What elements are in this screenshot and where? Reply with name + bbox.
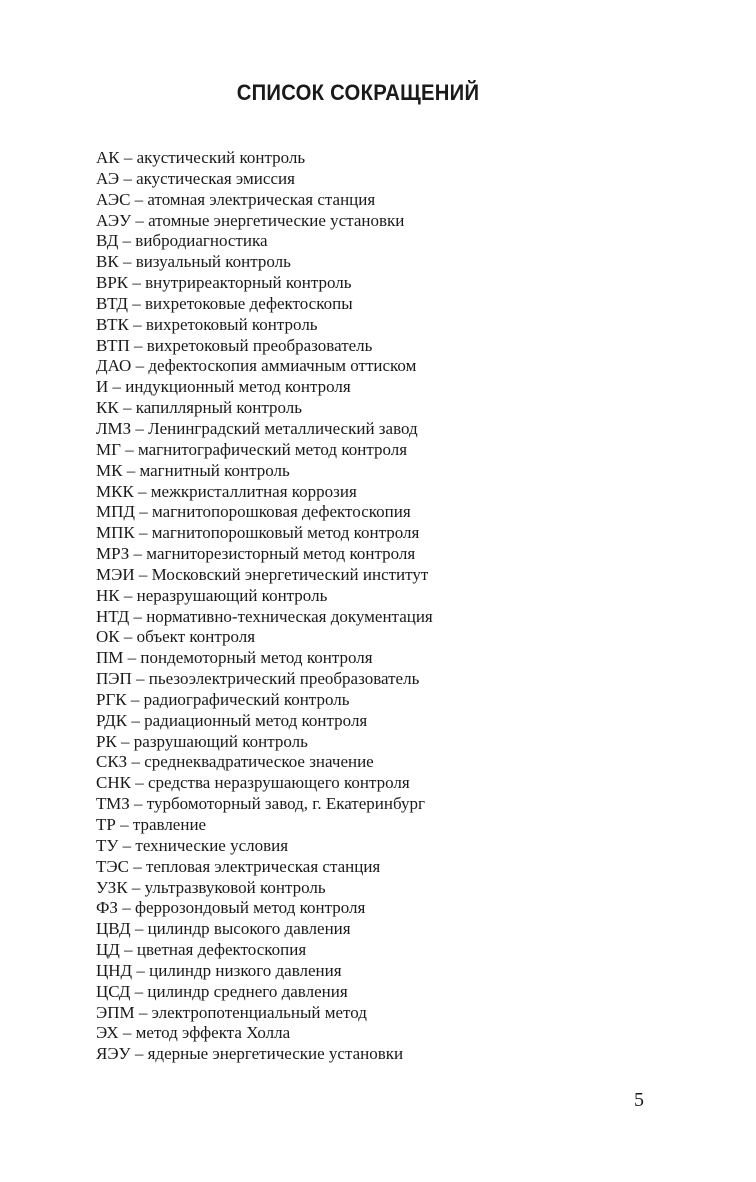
abbreviation-meaning: цилиндр среднего давления (147, 981, 348, 1001)
abbreviation-dash: – (118, 398, 136, 418)
abbreviation-term: И (96, 377, 109, 397)
abbreviation-entry (96, 794, 433, 815)
abbreviation-entry (96, 440, 433, 461)
abbreviation-term: ВД (96, 231, 119, 251)
abbreviation-entry (96, 898, 433, 919)
abbreviation-meaning: радиационный метод контроля (144, 710, 368, 730)
abbreviation-term: ЭПМ (96, 1002, 135, 1022)
abbreviation-entry (96, 273, 433, 294)
abbreviation-entry (96, 690, 433, 711)
abbreviation-term: ВТК (96, 314, 129, 334)
abbreviation-entry (96, 940, 433, 961)
abbreviation-term: НТД (96, 606, 130, 626)
abbreviation-meaning: вихретоковый контроль (145, 314, 318, 334)
abbreviation-dash: – (134, 564, 152, 584)
abbreviation-dash: – (127, 752, 145, 772)
abbreviation-meaning: тепловая электрическая станция (145, 856, 381, 876)
abbreviation-term: РК (96, 731, 117, 751)
abbreviation-entry (96, 878, 433, 899)
abbreviation-entry (96, 336, 433, 357)
abbreviation-meaning: атомные энергетические установки (148, 210, 405, 230)
abbreviation-meaning: визуальный контроль (135, 252, 291, 272)
abbreviation-meaning: акустический контроль (136, 148, 306, 167)
abbreviation-term: ТЭС (96, 856, 129, 876)
abbreviation-entry (96, 523, 433, 544)
abbreviation-entry (96, 815, 433, 836)
abbreviation-dash: – (131, 669, 149, 689)
abbreviation-term: РГК (96, 689, 127, 709)
abbreviation-entry (96, 252, 433, 273)
abbreviation-term: ЦД (96, 940, 120, 960)
abbreviation-dash: – (130, 773, 148, 793)
abbreviation-meaning: цилиндр высокого давления (147, 919, 351, 939)
abbreviation-term: ВРК (96, 273, 129, 293)
abbreviation-meaning: ультразвуковой контроль (144, 877, 326, 897)
abbreviation-meaning: травление (132, 815, 207, 834)
abbreviation-term: ПЭП (96, 669, 132, 689)
abbreviation-entry (96, 607, 433, 628)
abbreviation-term: УЗК (96, 877, 128, 897)
abbreviation-meaning: электропотенциальный метод (151, 1002, 367, 1022)
abbreviation-entry (96, 356, 433, 377)
abbreviation-term: ОК (96, 627, 120, 647)
abbreviation-meaning: среднеквадратическое значение (144, 752, 374, 772)
abbreviation-entry (96, 502, 433, 523)
abbreviation-term: МК (96, 460, 123, 480)
abbreviation-meaning: индукционный метод контроля (125, 377, 351, 397)
abbreviation-term: ВК (96, 252, 119, 272)
abbreviation-entry (96, 461, 433, 482)
abbreviation-meaning: радиографический контроль (143, 689, 350, 709)
abbreviation-entry (96, 773, 433, 794)
abbreviation-entry (96, 377, 433, 398)
abbreviation-meaning: разрушающий контроль (133, 731, 308, 751)
abbreviation-dash: – (134, 523, 152, 543)
abbreviation-dash: – (119, 940, 137, 960)
abbreviation-dash: – (118, 835, 136, 855)
abbreviation-meaning: магнитопорошковая дефектоскопия (152, 502, 411, 522)
abbreviation-dash: – (118, 252, 136, 272)
abbreviation-meaning: Московский энергетический институт (151, 564, 429, 584)
abbreviation-dash: – (128, 314, 146, 334)
abbreviation-term: ЦСД (96, 981, 131, 1001)
abbreviation-term: СКЗ (96, 752, 128, 772)
abbreviation-entry (96, 836, 433, 857)
abbreviation-entry (96, 732, 433, 753)
abbreviation-entry (96, 711, 433, 732)
abbreviation-term: КК (96, 398, 119, 418)
abbreviation-term: НК (96, 585, 120, 605)
abbreviation-term: МЭИ (96, 564, 135, 584)
abbreviation-dash: – (115, 815, 133, 834)
abbreviation-entry (96, 1044, 433, 1065)
abbreviation-entry (96, 982, 433, 1003)
abbreviation-term: МПД (96, 502, 135, 522)
abbreviation-dash: – (119, 627, 137, 647)
abbreviation-term: СНК (96, 773, 131, 793)
abbreviation-dash: – (120, 439, 138, 459)
abbreviation-meaning: феррозондовый метод контроля (134, 898, 366, 918)
abbreviation-term: ЦВД (96, 919, 131, 939)
abbreviation-meaning: цветная дефектоскопия (136, 940, 307, 960)
abbreviation-meaning: метод эффекта Холла (135, 1023, 291, 1043)
abbreviation-dash: – (128, 293, 146, 313)
abbreviation-entry (96, 190, 433, 211)
abbreviation-dash: – (127, 710, 145, 730)
abbreviation-meaning: внутриреакторный контроль (145, 273, 352, 293)
abbreviation-dash: – (129, 794, 147, 814)
abbreviation-dash: – (131, 418, 149, 438)
abbreviation-entry (96, 294, 433, 315)
abbreviation-term: ЛМЗ (96, 418, 132, 438)
abbreviation-meaning: турбомоторный завод, г. Екатеринбург (146, 794, 425, 814)
abbreviation-dash: – (128, 856, 146, 876)
abbreviation-entry (96, 544, 433, 565)
abbreviation-term: АЭС (96, 189, 131, 209)
abbreviation-term: ВТД (96, 293, 129, 313)
abbreviation-dash: – (133, 481, 151, 501)
abbreviation-entry (96, 669, 433, 690)
abbreviation-meaning: капиллярный контроль (135, 398, 303, 418)
abbreviation-entry (96, 315, 433, 336)
abbreviation-dash: – (116, 731, 134, 751)
abbreviation-entry (96, 627, 433, 648)
abbreviation-dash: – (135, 502, 152, 522)
abbreviation-meaning: средства неразрушающего контроля (147, 773, 410, 793)
abbreviation-dash: – (131, 356, 149, 376)
abbreviation-dash: – (129, 335, 147, 355)
abbreviation-entry (96, 648, 433, 669)
abbreviation-dash: – (131, 210, 149, 230)
abbreviation-term: ЭХ (96, 1023, 119, 1043)
abbreviation-term: ВТП (96, 335, 130, 355)
abbreviation-term: МКК (96, 481, 134, 501)
abbreviation-term: ДАО (96, 356, 132, 376)
abbreviation-term: ЦНД (96, 960, 133, 980)
abbreviation-dash: – (130, 919, 148, 939)
abbreviation-term: ТМЗ (96, 794, 130, 814)
abbreviation-dash: – (119, 148, 137, 167)
abbreviation-term: АЭ (96, 168, 120, 188)
abbreviation-term: ЯЭУ (96, 1044, 131, 1064)
abbreviation-dash: – (134, 1002, 152, 1022)
abbreviation-dash: – (130, 1044, 148, 1064)
abbreviation-dash: – (128, 273, 146, 293)
abbreviation-entry (96, 565, 433, 586)
abbreviation-entry (96, 586, 433, 607)
abbreviation-meaning: вибродиагностика (135, 231, 268, 251)
abbreviation-entry (96, 398, 433, 419)
abbreviation-meaning: цилиндр низкого давления (149, 960, 342, 980)
abbreviation-dash: – (130, 189, 148, 209)
abbreviation-entry (96, 231, 433, 252)
abbreviation-dash: – (126, 689, 144, 709)
abbreviation-meaning: пондемоторный метод контроля (140, 648, 373, 668)
abbreviation-dash: – (119, 168, 137, 188)
abbreviation-meaning: пьезоэлектрический преобразователь (148, 669, 420, 689)
abbreviation-meaning: атомная электрическая станция (147, 189, 376, 209)
abbreviation-entry (96, 857, 433, 878)
abbreviation-meaning: вихретоковый преобразователь (146, 335, 373, 355)
abbreviation-meaning: ядерные энергетические установки (147, 1044, 404, 1064)
abbreviation-dash: – (132, 960, 150, 980)
abbreviation-term: МПК (96, 523, 135, 543)
abbreviation-entry (96, 169, 433, 190)
abbreviation-entry (96, 482, 433, 503)
abbreviation-term: ТУ (96, 835, 119, 855)
abbreviation-entry (96, 752, 433, 773)
abbreviation-entry (96, 919, 433, 940)
abbreviation-term: МГ (96, 439, 121, 459)
abbreviation-meaning: вихретоковые дефектоскопы (145, 293, 353, 313)
abbreviation-dash: – (129, 606, 147, 626)
page-number: 5 (634, 1089, 644, 1111)
abbreviation-entry (96, 1003, 433, 1024)
abbreviation-meaning: Ленинградский металлический завод (148, 418, 418, 438)
abbreviation-dash: – (129, 544, 147, 564)
abbreviation-meaning: технические условия (135, 835, 289, 855)
abbreviation-dash: – (123, 648, 141, 668)
abbreviation-term: АК (96, 148, 120, 167)
abbreviation-meaning: акустическая эмиссия (136, 168, 295, 188)
abbreviation-meaning: межкристаллитная коррозия (150, 481, 357, 501)
abbreviation-meaning: неразрушающий контроль (136, 585, 328, 605)
abbreviation-term: ТР (96, 815, 116, 834)
abbreviation-term: ПМ (96, 648, 124, 668)
abbreviation-dash: – (122, 460, 140, 480)
abbreviation-entry (96, 148, 433, 169)
abbreviation-term: АЭУ (96, 210, 132, 230)
abbreviation-entry (96, 211, 433, 232)
abbreviation-entry (96, 419, 433, 440)
abbreviation-term: МРЗ (96, 544, 130, 564)
abbreviation-meaning: нормативно-техническая документация (146, 606, 433, 626)
abbreviation-meaning: объект контроля (136, 627, 256, 647)
abbreviation-dash: – (118, 231, 136, 251)
abbreviation-term: РДК (96, 710, 128, 730)
abbreviation-meaning: магнитный контроль (139, 460, 290, 480)
abbreviation-dash: – (108, 377, 126, 397)
abbreviation-dash: – (118, 1023, 136, 1043)
abbreviation-meaning: магниторезисторный метод контроля (146, 544, 416, 564)
abbreviation-dash: – (117, 898, 135, 918)
abbreviation-dash: – (130, 981, 148, 1001)
abbreviation-meaning: магнитографический метод контроля (137, 439, 408, 459)
abbreviation-term: ФЗ (96, 898, 118, 918)
abbreviation-entry (96, 961, 433, 982)
abbreviation-entry (96, 1023, 433, 1044)
abbreviation-meaning: магнитопорошковый метод контроля (151, 523, 420, 543)
page-title: СПИСОК СОКРАЩЕНИЙ (236, 80, 480, 105)
abbreviation-dash: – (127, 877, 145, 897)
abbreviation-list (96, 148, 433, 1065)
abbreviation-dash: – (119, 585, 137, 605)
abbreviation-meaning: дефектоскопия аммиачным оттиском (148, 356, 417, 376)
